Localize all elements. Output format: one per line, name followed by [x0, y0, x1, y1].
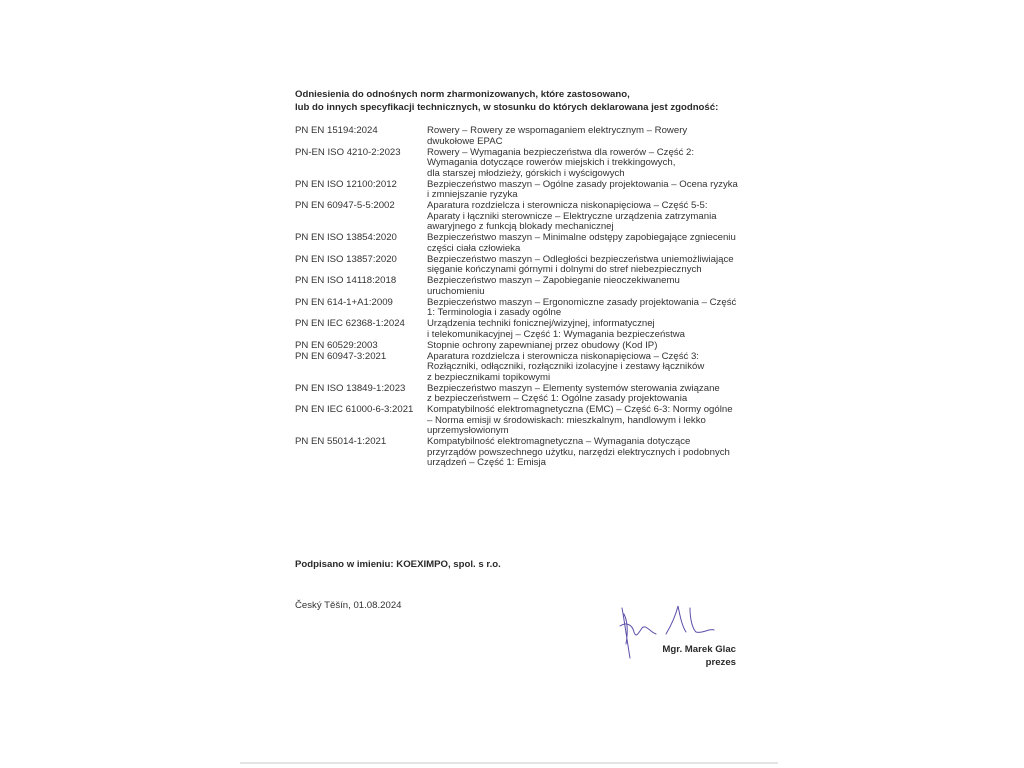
place-date: Český Těšín, 01.08.2024	[295, 600, 402, 611]
intro-line-2: lub do innych specyfikacji technicznych, w stosunku do których deklarowana jest zgodność:	[295, 102, 719, 113]
signer-title: prezes	[705, 657, 736, 668]
norm-row	[295, 255, 745, 276]
norm-row	[295, 276, 745, 297]
norm-code: PN EN 60947-3:2021	[295, 350, 387, 362]
norm-row	[295, 384, 745, 405]
page-bottom-divider	[240, 762, 778, 764]
norm-code: PN EN 15194:2024	[295, 125, 378, 136]
norm-description: Aparatura rozdzielcza i sterownicza niskonapięciowa – Część 3: Rozłączniki, odłączniki, rozłączniki izolacyjne i zestawy łączników z bezpiecznikami topikowymi	[427, 350, 705, 383]
norms-list	[295, 126, 745, 469]
norm-row	[295, 298, 745, 319]
norm-description: Kompatybilność elektromagnetyczna – Wymagania dotyczące przyrządów powszechnego użytku, narzędzi elektrycznych i podobnych urządzeń – Część 1: Emisja	[427, 436, 730, 468]
norm-code: PN EN 55014-1:2021	[295, 436, 387, 447]
norm-row	[295, 352, 745, 384]
norm-code: PN EN IEC 62368-1:2024	[295, 318, 405, 329]
norm-description: Rowery – Rowery ze wspomaganiem elektrycznym – Rowery dwukołowe EPAC	[427, 125, 688, 147]
norm-description: Bezpieczeństwo maszyn – Odległości bezpieczeństwa uniemożliwiające sięganie kończynami górnymi i dolnymi do stref niebezpiecznych	[427, 253, 734, 275]
norm-code: PN EN ISO 12100:2012	[295, 178, 397, 190]
norm-row	[295, 148, 745, 180]
norm-code: PN EN IEC 61000-6-3:2021	[295, 404, 414, 415]
signature-stroke-1	[620, 608, 656, 658]
norm-row	[295, 233, 745, 254]
norm-code: PN EN ISO 14118:2018	[295, 275, 397, 286]
norm-row	[295, 405, 745, 437]
norm-row	[295, 319, 745, 340]
signer-block	[662, 643, 736, 669]
norm-code: PN-EN ISO 4210-2:2023	[295, 146, 401, 158]
norm-code: PN EN 60947-5-5:2002	[295, 200, 395, 211]
signature-stroke-2	[666, 606, 714, 634]
norm-row	[295, 341, 745, 352]
norm-row	[295, 201, 745, 233]
norm-code: PN EN 60529:2003	[295, 339, 378, 351]
norm-code: PN EN ISO 13857:2020	[295, 253, 397, 265]
signed-on-behalf: Podpisano w imieniu: KOEXIMPO, spol. s r.o.	[295, 559, 501, 570]
norm-code: PN EN ISO 13854:2020	[295, 232, 397, 243]
norm-row	[295, 180, 745, 201]
norm-description: Bezpieczeństwo maszyn – Minimalne odstępy zapobiegające zgnieceniu części ciała człowieka	[427, 232, 736, 254]
norm-row	[295, 437, 745, 469]
intro-line-1: Odniesienia do odnośnych norm zharmonizowanych, które zastosowano,	[295, 89, 630, 100]
norm-description: Rowery – Wymagania bezpieczeństwa dla rowerów – Część 2: Wymagania dotyczące rowerów miejskich i trekkingowych, dla starszej młodzieży, górskich i wyścigowych	[427, 146, 695, 179]
norm-description: Bezpieczeństwo maszyn – Ergonomiczne zasady projektowania – Część 1: Terminologia i zasady ogólne	[427, 296, 737, 318]
norm-description: Aparatura rozdzielcza i sterownicza niskonapięciowa – Część 5-5: Aparaty i łączniki sterownicze – Elektryczne urządzenia zatrzymania awaryjnego z funkcją blokady mechanicznej	[427, 200, 717, 232]
norm-description: Urządzenia techniki fonicznej/wizyjnej, informatycznej i telekomunikacyjnej – Część 1: Wymagania bezpieczeństwa	[427, 318, 686, 340]
intro-heading	[295, 88, 718, 114]
norm-description: Bezpieczeństwo maszyn – Elementy systemów sterowania związane z bezpieczeństwem – Część 1: Ogólne zasady projektowania	[427, 382, 720, 404]
norm-description: Bezpieczeństwo maszyn – Ogólne zasady projektowania – Ocena ryzyka i zmniejszanie ryzyka	[427, 178, 738, 200]
norm-code: PN EN 614-1+A1:2009	[295, 296, 393, 308]
norm-description: Bezpieczeństwo maszyn – Zapobieganie nieoczekiwanemu uruchomieniu	[427, 275, 680, 297]
norm-description: Stopnie ochrony zapewnianej przez obudowy (Kod IP)	[427, 339, 658, 351]
norm-description: Kompatybilność elektromagnetyczna (EMC) – Część 6-3: Normy ogólne – Norma emisji w środowiskach: mieszkalnym, handlowym i lekko uprzemysłowionym	[427, 404, 733, 436]
signer-name: Mgr. Marek Glac	[662, 644, 736, 655]
norm-code: PN EN ISO 13849-1:2023	[295, 382, 406, 394]
norm-row	[295, 126, 745, 147]
